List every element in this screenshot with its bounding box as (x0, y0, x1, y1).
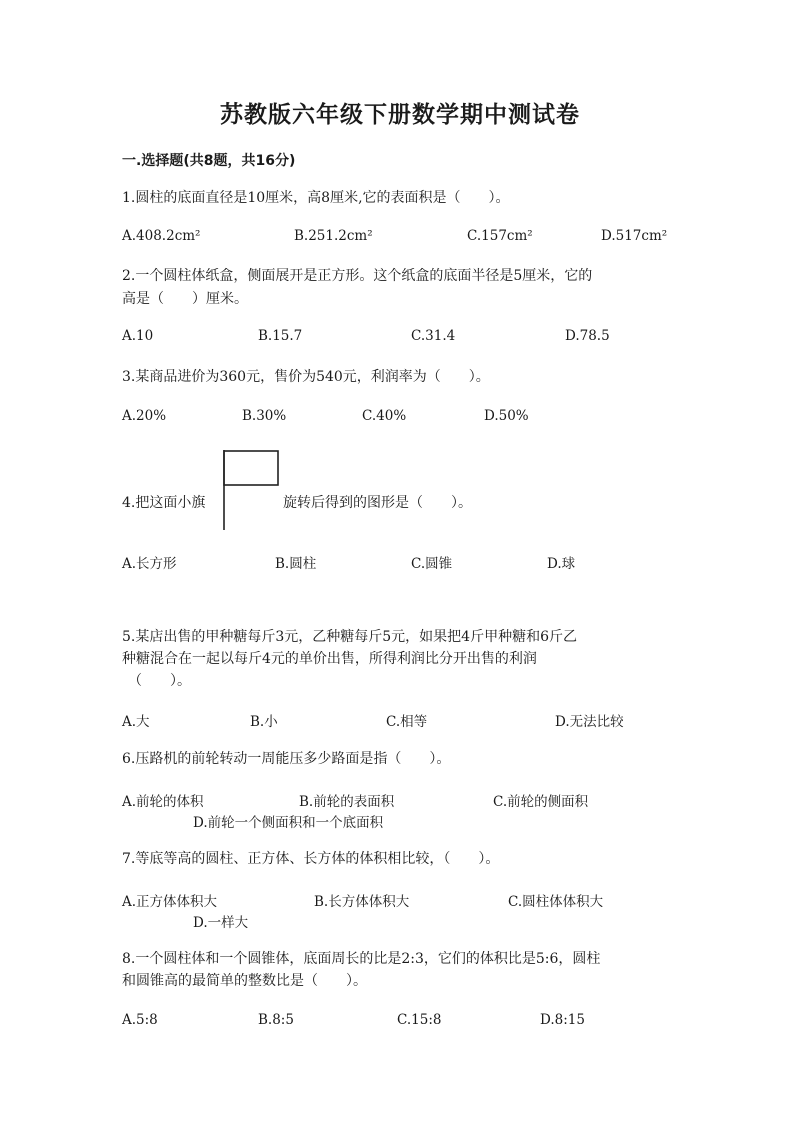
q5-option-c[interactable]: C.相等 (386, 714, 428, 730)
q6-option-d[interactable]: D.前轮一个侧面积和一个底面积 (193, 815, 384, 831)
q3-option-c[interactable]: C.40% (362, 408, 407, 424)
q2-option-c[interactable]: C.31.4 (411, 328, 456, 344)
q1-option-b[interactable]: B.251.2cm² (294, 228, 373, 244)
page-title: 苏教版六年级下册数学期中测试卷 (220, 101, 580, 128)
question-2-line-2: 高是（ ）厘米。 (122, 291, 248, 307)
q5-option-d[interactable]: D.无法比较 (555, 714, 624, 730)
q5-option-a[interactable]: A.大 (122, 714, 150, 730)
q1-option-a[interactable]: A.408.2cm² (122, 228, 201, 244)
q8-option-c[interactable]: C.15:8 (397, 1012, 442, 1028)
q2-option-b[interactable]: B.15.7 (258, 328, 303, 344)
q8-option-a[interactable]: A.5:8 (122, 1012, 158, 1028)
q4-option-c[interactable]: C.圆锥 (411, 556, 453, 572)
question-5-line-3: （ ）。 (128, 673, 191, 689)
q6-option-b[interactable]: B.前轮的表面积 (299, 794, 395, 810)
question-7: 7.等底等高的圆柱、正方体、长方体的体积相比较，（ ）。 (122, 851, 500, 867)
q4-option-b[interactable]: B.圆柱 (275, 556, 317, 572)
q2-option-d[interactable]: D.78.5 (565, 328, 610, 344)
question-1: 1.圆柱的底面直径是10厘米，高8厘米,它的表面积是（ ）。 (122, 190, 510, 206)
q4-option-d[interactable]: D.球 (547, 556, 576, 572)
q3-option-b[interactable]: B.30% (242, 408, 287, 424)
question-8-line-2: 和圆锥高的最简单的整数比是（ ）。 (122, 973, 367, 989)
q7-option-c[interactable]: C.圆柱体体积大 (508, 894, 604, 910)
q5-option-b[interactable]: B.小 (250, 714, 278, 730)
question-4-prefix: 4.把这面小旗 (122, 495, 206, 511)
q3-option-a[interactable]: A.20% (122, 408, 167, 424)
question-3: 3.某商品进价为360元，售价为540元，利润率为（ ）。 (122, 369, 490, 385)
question-2-line-1: 2.一个圆柱体纸盒，侧面展开是正方形。这个纸盒的底面半径是5厘米，它的 (122, 268, 593, 284)
q6-option-c[interactable]: C.前轮的侧面积 (493, 794, 589, 810)
q8-option-b[interactable]: B.8:5 (258, 1012, 294, 1028)
q1-option-c[interactable]: C.157cm² (467, 228, 533, 244)
q7-option-b[interactable]: B.长方体体积大 (314, 894, 410, 910)
question-5-line-1: 5.某店出售的甲种糖每斤3元，乙种糖每斤5元，如果把4斤甲种糖和6斤乙 (122, 629, 577, 645)
q7-option-a[interactable]: A.正方体体积大 (122, 894, 218, 910)
q2-option-a[interactable]: A.10 (122, 328, 154, 344)
q7-option-d[interactable]: D.一样大 (193, 915, 249, 931)
q4-option-a[interactable]: A.长方形 (122, 556, 177, 572)
q6-option-a[interactable]: A.前轮的体积 (122, 794, 204, 810)
q1-option-d[interactable]: D.517cm² (601, 228, 668, 244)
section-heading: 一.选择题(共8题，共16分) (122, 153, 296, 169)
q3-option-d[interactable]: D.50% (484, 408, 529, 424)
question-8-line-1: 8.一个圆柱体和一个圆锥体，底面周长的比是2:3，它们的体积比是5:6，圆柱 (122, 951, 601, 967)
question-4-suffix: 旋转后得到的图形是（ ）。 (283, 495, 472, 511)
flag-cloth (224, 451, 278, 485)
question-6: 6.压路机的前轮转动一周能压多少路面是指（ ）。 (122, 751, 451, 767)
flag-figure (222, 450, 282, 532)
q8-option-d[interactable]: D.8:15 (540, 1012, 585, 1028)
question-5-line-2: 种糖混合在一起以每斤4元的单价出售，所得利润比分开出售的利润 (122, 651, 537, 667)
